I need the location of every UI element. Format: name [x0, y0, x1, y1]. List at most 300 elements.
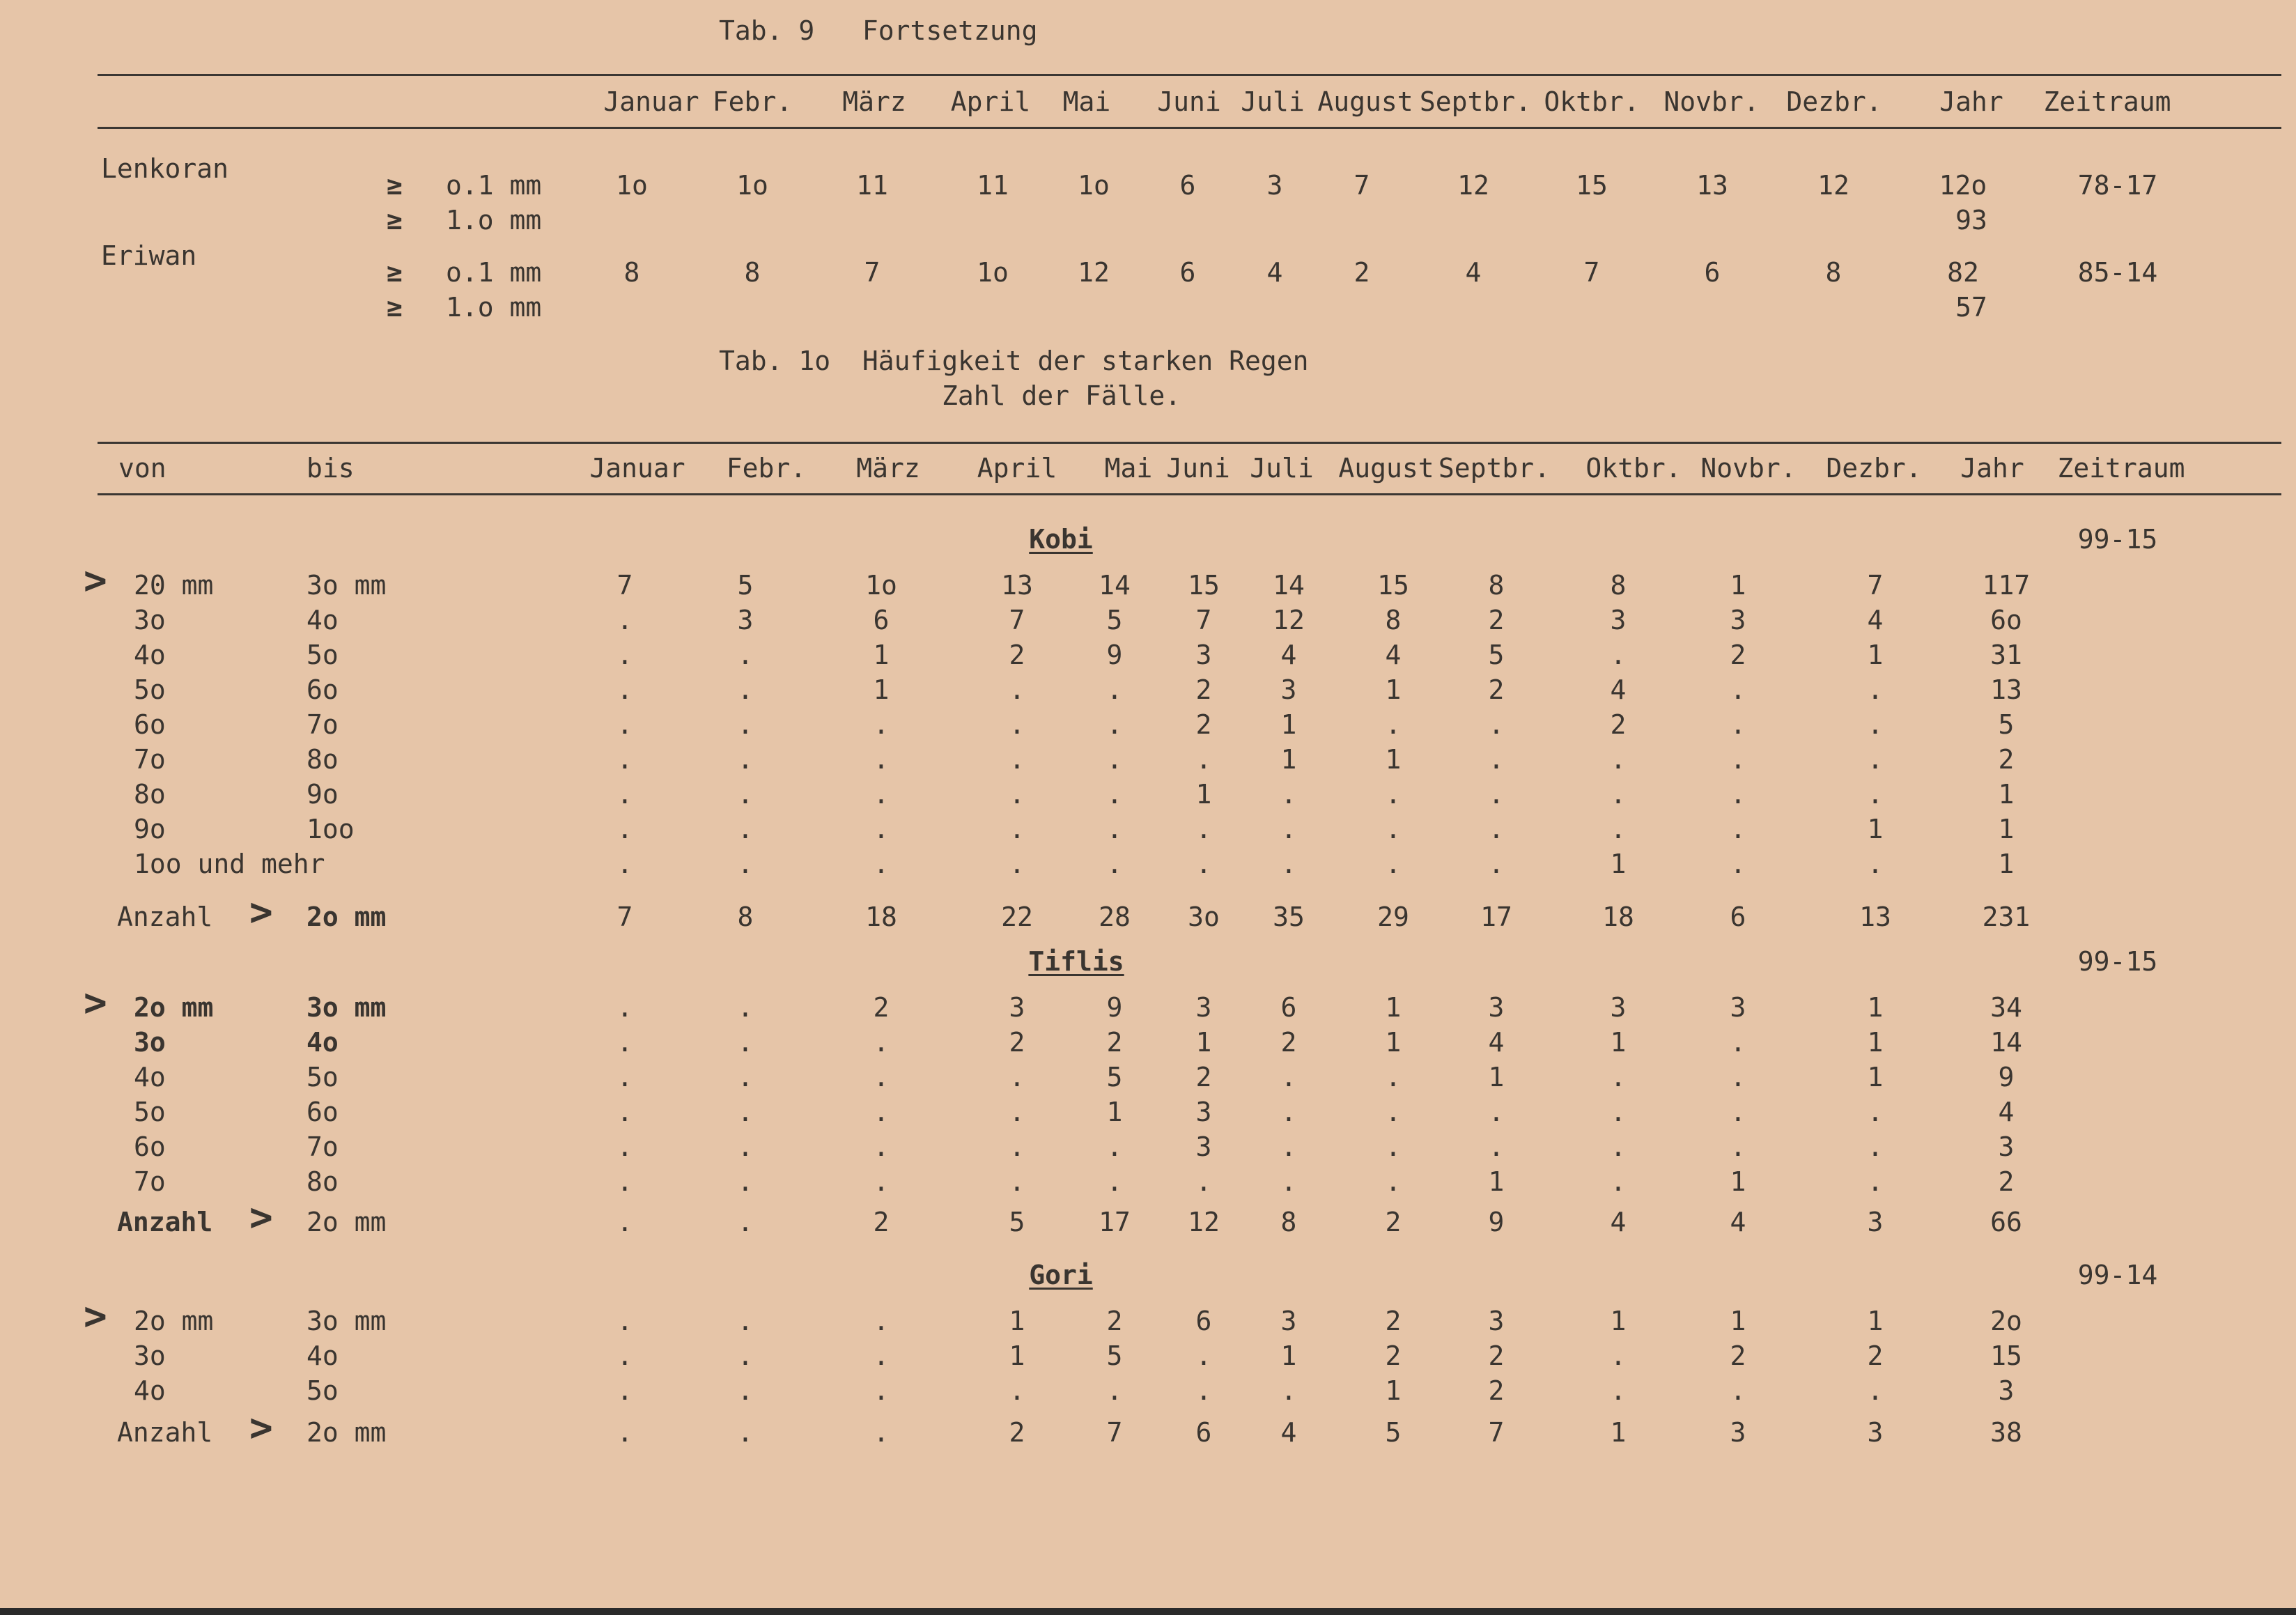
value-cell: 7 [1867, 570, 1884, 601]
value-cell: . [616, 1027, 633, 1058]
section-heading: Kobi [1029, 524, 1093, 555]
value-cell: . [1280, 849, 1297, 879]
value-cell: . [1009, 1097, 1025, 1127]
value-cell: 2 [1488, 674, 1505, 705]
value-cell: . [737, 1340, 754, 1371]
value-cell: . [616, 1131, 633, 1162]
value-cell: 2 [1106, 1027, 1123, 1058]
value-cell: . [1009, 674, 1025, 705]
value-cell: 1 [1488, 1166, 1505, 1197]
value-cell: 3 [1195, 1097, 1212, 1127]
value-cell: . [1730, 814, 1746, 844]
value-cell: . [737, 1131, 754, 1162]
value-cell: . [1195, 814, 1212, 844]
total-value-cell: 12 [1188, 1207, 1220, 1237]
value-cell: . [1867, 1166, 1884, 1197]
value-cell: . [737, 814, 754, 844]
value-cell: . [1280, 1062, 1297, 1092]
range-to: 1oo [307, 814, 355, 844]
value-cell: 4 [1488, 1027, 1505, 1058]
value-cell: 3 [1009, 992, 1025, 1023]
value-cell: 7 [1353, 170, 1370, 201]
value-cell: 6 [1280, 992, 1297, 1023]
value-cell: 3 [1280, 674, 1297, 705]
value-cell: 82 [1947, 257, 1979, 288]
value-cell: 8 [1825, 257, 1842, 288]
total-value-cell: 13 [1859, 902, 1891, 932]
value-cell: . [1195, 1166, 1212, 1197]
value-cell: . [616, 744, 633, 775]
range-from: 3o [134, 1027, 166, 1058]
value-cell: 3 [1266, 170, 1283, 201]
value-cell: 6 [1179, 170, 1196, 201]
total-label: Anzahl [117, 902, 213, 932]
value-cell: . [1867, 1375, 1884, 1406]
range-from: 6o [134, 1131, 166, 1162]
value-cell: . [1009, 814, 1025, 844]
range-to: 8o [307, 1166, 339, 1197]
total-value-cell: 3 [1867, 1417, 1884, 1448]
range-to: 5o [307, 640, 339, 670]
value-cell: 1 [1867, 640, 1884, 670]
tab10-header-cell: Juni [1166, 453, 1230, 484]
tab10-header-cell: Juli [1250, 453, 1314, 484]
range-from: 7o [134, 744, 166, 775]
value-cell: . [1106, 1166, 1123, 1197]
value-cell: 4 [1867, 605, 1884, 635]
value-cell: 117 [1982, 570, 2031, 601]
value-cell: . [1009, 1131, 1025, 1162]
value-cell: . [616, 674, 633, 705]
tab9-header-cell: Febr. [712, 86, 793, 117]
value-cell: 5 [1106, 1062, 1123, 1092]
value-cell: . [1610, 744, 1627, 775]
tab10-header-cell: bis [307, 453, 355, 484]
range-from: 4o [134, 1375, 166, 1406]
value-cell: . [1730, 1097, 1746, 1127]
value-cell: . [1385, 1097, 1402, 1127]
value-cell: 9 [1998, 1062, 2015, 1092]
total-value-cell: 9 [1488, 1207, 1505, 1237]
value-cell: . [616, 1375, 633, 1406]
value-cell: 2 [1610, 709, 1627, 740]
value-cell: 3 [1998, 1375, 2015, 1406]
range-from: 9o [134, 814, 166, 844]
tab9-header-cell: Zeitraum [2043, 86, 2171, 117]
value-cell: 1 [1610, 1306, 1627, 1336]
value-cell: . [1385, 814, 1402, 844]
value-cell: . [1009, 1062, 1025, 1092]
value-cell: 3 [1280, 1306, 1297, 1336]
total-value-cell: 3 [1867, 1207, 1884, 1237]
range-to: 9o [307, 779, 339, 810]
tab9-header-cell: Jahr [1939, 86, 2003, 117]
value-cell: 2 [1385, 1306, 1402, 1336]
tab10-header-cell: April [977, 453, 1057, 484]
value-cell: . [1106, 674, 1123, 705]
value-cell: 1 [1867, 992, 1884, 1023]
value-cell: 34 [1990, 992, 2022, 1023]
value-cell: 1 [1280, 1340, 1297, 1371]
value-cell: . [1730, 709, 1746, 740]
value-cell: . [1867, 779, 1884, 810]
value-cell: 1 [1488, 1062, 1505, 1092]
tab10-title: Tab. 1o Häufigkeit der starken Regen [719, 346, 1309, 376]
value-cell: 15 [1576, 170, 1608, 201]
value-cell: 1 [873, 674, 890, 705]
tab9-header-cell: Juli [1241, 86, 1305, 117]
value-cell: 13 [1001, 570, 1033, 601]
threshold-label: o.1 mm [446, 257, 542, 288]
value-cell: 12 [1817, 170, 1849, 201]
value-cell: 2 [1353, 257, 1370, 288]
greater-than-icon: > [249, 1405, 273, 1451]
greater-than-icon: > [84, 980, 107, 1026]
tab9-top-rule [98, 74, 2281, 76]
value-cell: 14 [1099, 570, 1131, 601]
year-value: 93 [1955, 205, 1987, 235]
range-from: 3o [134, 605, 166, 635]
value-cell: . [616, 814, 633, 844]
value-cell: 4 [1465, 257, 1482, 288]
value-cell: . [1730, 674, 1746, 705]
value-cell: . [1195, 744, 1212, 775]
total-threshold: 2o mm [307, 902, 387, 932]
value-cell: 6 [1179, 257, 1196, 288]
value-cell: 1 [1867, 1306, 1884, 1336]
value-cell: . [737, 1306, 754, 1336]
value-cell: . [1867, 1097, 1884, 1127]
total-value-cell: 2 [1385, 1207, 1402, 1237]
total-value-cell: 8 [1280, 1207, 1297, 1237]
value-cell: . [737, 674, 754, 705]
range-to: 7o [307, 709, 339, 740]
value-cell: 1 [1730, 1306, 1746, 1336]
value-cell: 1 [1998, 814, 2015, 844]
period-cell: 99-15 [2077, 946, 2158, 977]
value-cell: 1 [1195, 1027, 1212, 1058]
value-cell: . [1730, 1131, 1746, 1162]
value-cell: 15 [1188, 570, 1220, 601]
value-cell: 6o [1990, 605, 2022, 635]
scan-bottom-edge [0, 1608, 2296, 1615]
value-cell: 1 [1610, 1027, 1627, 1058]
period-cell: 85-14 [2077, 257, 2158, 288]
value-cell: 3 [737, 605, 754, 635]
value-cell: . [616, 640, 633, 670]
value-cell: 12 [1078, 257, 1110, 288]
value-cell: 8 [1610, 570, 1627, 601]
value-cell: . [737, 1097, 754, 1127]
value-cell: 9 [1106, 640, 1123, 670]
tab9-header-cell: Dezbr. [1786, 86, 1882, 117]
value-cell: 1 [1867, 814, 1884, 844]
greater-than-icon: > [84, 558, 107, 603]
range-to: 6o [307, 1097, 339, 1127]
value-cell: . [1610, 1131, 1627, 1162]
value-cell: . [873, 1375, 890, 1406]
value-cell: 1o [1078, 170, 1110, 201]
value-cell: . [1009, 744, 1025, 775]
value-cell: 4 [1998, 1097, 2015, 1127]
greater-than-icon: > [84, 1294, 107, 1339]
range-to: 4o [307, 1027, 339, 1058]
value-cell: 4 [1385, 640, 1402, 670]
value-cell: . [1009, 1375, 1025, 1406]
tab10-header-cell: Novbr. [1700, 453, 1797, 484]
value-cell: . [1730, 744, 1746, 775]
value-cell: 1 [1280, 709, 1297, 740]
total-value-cell: 29 [1377, 902, 1409, 932]
total-value-cell: . [873, 1417, 890, 1448]
value-cell: 8 [1488, 570, 1505, 601]
value-cell: 12 [1457, 170, 1489, 201]
value-cell: . [1009, 1166, 1025, 1197]
section-heading: Tiflis [1028, 946, 1124, 977]
value-cell: 2 [1488, 1375, 1505, 1406]
total-threshold: 2o mm [307, 1417, 387, 1448]
value-cell: 1o [616, 170, 648, 201]
value-cell: 5 [737, 570, 754, 601]
tab10-header-cell: Zeitraum [2057, 453, 2185, 484]
value-cell: . [1106, 1375, 1123, 1406]
value-cell: 1 [1009, 1340, 1025, 1371]
value-cell: 3 [1195, 992, 1212, 1023]
range-to: 5o [307, 1062, 339, 1092]
value-cell: 1o [736, 170, 768, 201]
value-cell: 7 [616, 570, 633, 601]
value-cell: . [737, 709, 754, 740]
value-cell: . [1488, 849, 1505, 879]
total-value-cell: 17 [1099, 1207, 1131, 1237]
value-cell: . [737, 1166, 754, 1197]
value-cell: 3 [1195, 1131, 1212, 1162]
value-cell: 2 [1195, 709, 1212, 740]
value-cell: . [1280, 1375, 1297, 1406]
value-cell: 2 [1998, 1166, 2015, 1197]
value-cell: 1 [1730, 1166, 1746, 1197]
threshold-operator: ≥ [387, 205, 403, 235]
tab9-header-cell: Mai [1062, 86, 1111, 117]
value-cell: 4 [1280, 640, 1297, 670]
tab10-header-rule [98, 493, 2281, 495]
value-cell: . [1867, 709, 1884, 740]
value-cell: 9 [1106, 992, 1123, 1023]
value-cell: . [873, 779, 890, 810]
tab10-header-cell: von [118, 453, 166, 484]
value-cell: 1 [1009, 1306, 1025, 1336]
threshold-operator: ≥ [387, 170, 403, 201]
value-cell: 1 [1385, 1027, 1402, 1058]
value-cell: 12 [1273, 605, 1305, 635]
value-cell: . [1610, 1375, 1627, 1406]
value-cell: 3 [1730, 992, 1746, 1023]
greater-than-icon: > [249, 890, 273, 935]
value-cell: 2o [1990, 1306, 2022, 1336]
total-value-cell: 4 [1610, 1207, 1627, 1237]
threshold-label: o.1 mm [446, 170, 542, 201]
value-cell: 1 [1610, 849, 1627, 879]
threshold-operator: ≥ [387, 292, 403, 323]
total-value-cell: 28 [1099, 902, 1131, 932]
value-cell: . [1009, 849, 1025, 879]
value-cell: . [1195, 849, 1212, 879]
value-cell: 1 [873, 640, 890, 670]
range-from: 2o mm [134, 1306, 214, 1336]
tab9-title: Tab. 9 Fortsetzung [719, 15, 1038, 46]
range-from: 4o [134, 640, 166, 670]
value-cell: 3 [1195, 640, 1212, 670]
range-to: 4o [307, 1340, 339, 1371]
tab10-header-cell: März [856, 453, 920, 484]
value-cell: . [1488, 1131, 1505, 1162]
value-cell: 1 [1730, 570, 1746, 601]
value-cell: . [1106, 744, 1123, 775]
value-cell: . [616, 1097, 633, 1127]
value-cell: . [616, 1306, 633, 1336]
value-cell: . [1610, 1062, 1627, 1092]
total-value-cell: 2 [873, 1207, 890, 1237]
tab10-header-cell: Jahr [1960, 453, 2024, 484]
value-cell: . [616, 605, 633, 635]
value-cell: . [737, 1062, 754, 1092]
tab10-top-rule [98, 442, 2281, 444]
value-cell: . [1610, 1166, 1627, 1197]
value-cell: 5 [1998, 709, 2015, 740]
tab9-header-rule [98, 127, 2281, 129]
value-cell: 1 [1385, 744, 1402, 775]
value-cell: 1 [1385, 992, 1402, 1023]
total-value-cell: 8 [737, 902, 754, 932]
value-cell: . [1610, 779, 1627, 810]
value-cell: 3 [1488, 992, 1505, 1023]
value-cell: . [873, 1062, 890, 1092]
range-from: 3o [134, 1340, 166, 1371]
value-cell: 14 [1990, 1027, 2022, 1058]
value-cell: . [1488, 744, 1505, 775]
range-from: 7o [134, 1166, 166, 1197]
value-cell: 11 [977, 170, 1009, 201]
range-from: 1oo und mehr [134, 849, 325, 879]
value-cell: . [1610, 814, 1627, 844]
value-cell: . [873, 814, 890, 844]
range-from: 5o [134, 1097, 166, 1127]
value-cell: . [1280, 814, 1297, 844]
value-cell: 3 [1610, 992, 1627, 1023]
total-value-cell: 1 [1610, 1417, 1627, 1448]
tab10-header-cell: Oktbr. [1585, 453, 1682, 484]
value-cell: 2 [873, 992, 890, 1023]
value-cell: 2 [1730, 640, 1746, 670]
value-cell: . [737, 779, 754, 810]
value-cell: . [616, 779, 633, 810]
total-value-cell: 17 [1480, 902, 1512, 932]
value-cell: 1 [1998, 849, 2015, 879]
total-value-cell: 4 [1280, 1417, 1297, 1448]
tab9-header-cell: Januar [603, 86, 699, 117]
value-cell: . [1106, 1131, 1123, 1162]
value-cell: 2 [1730, 1340, 1746, 1371]
value-cell: 12o [1939, 170, 1987, 201]
value-cell: . [1867, 674, 1884, 705]
value-cell: . [737, 1375, 754, 1406]
value-cell: 2 [1106, 1306, 1123, 1336]
value-cell: . [873, 1097, 890, 1127]
value-cell: 1 [1106, 1097, 1123, 1127]
value-cell: . [1195, 1375, 1212, 1406]
total-value-cell: 231 [1982, 902, 2031, 932]
value-cell: . [1488, 814, 1505, 844]
value-cell: . [1867, 1131, 1884, 1162]
value-cell: 1 [1867, 1062, 1884, 1092]
value-cell: 2 [1195, 674, 1212, 705]
total-value-cell: 22 [1001, 902, 1033, 932]
range-to: 6o [307, 674, 339, 705]
total-value-cell: . [737, 1417, 754, 1448]
value-cell: . [873, 1027, 890, 1058]
section-heading: Gori [1029, 1260, 1093, 1290]
value-cell: 5 [1106, 605, 1123, 635]
tab9-header-cell: April [950, 86, 1031, 117]
value-cell: 6 [1195, 1306, 1212, 1336]
value-cell: . [737, 1027, 754, 1058]
value-cell: 2 [1195, 1062, 1212, 1092]
value-cell: 8 [744, 257, 761, 288]
value-cell: 4 [1610, 674, 1627, 705]
tab10-header-cell: Septbr. [1438, 453, 1551, 484]
value-cell: . [616, 1062, 633, 1092]
tab10-subtitle: Zahl der Fälle. [942, 380, 1181, 411]
value-cell: . [873, 849, 890, 879]
value-cell: . [873, 744, 890, 775]
tab10-header-cell: August [1338, 453, 1434, 484]
total-value-cell: 5 [1385, 1417, 1402, 1448]
value-cell: . [1730, 1062, 1746, 1092]
total-label: Anzahl [117, 1417, 213, 1448]
station-name: Eriwan [101, 240, 197, 271]
value-cell: 7 [1195, 605, 1212, 635]
value-cell: 2 [1280, 1027, 1297, 1058]
value-cell: 2 [1867, 1340, 1884, 1371]
value-cell: 13 [1990, 674, 2022, 705]
total-value-cell: 66 [1990, 1207, 2022, 1237]
value-cell: 31 [1990, 640, 2022, 670]
greater-than-icon: > [249, 1195, 273, 1240]
period-cell: 78-17 [2077, 170, 2158, 201]
threshold-label: 1.o mm [446, 205, 542, 235]
range-to: 5o [307, 1375, 339, 1406]
period-cell: 99-15 [2077, 524, 2158, 555]
value-cell: 13 [1696, 170, 1728, 201]
total-threshold: 2o mm [307, 1207, 387, 1237]
value-cell: . [1867, 849, 1884, 879]
total-value-cell: 35 [1273, 902, 1305, 932]
total-value-cell: 3o [1188, 902, 1220, 932]
value-cell: . [1106, 814, 1123, 844]
total-value-cell: 38 [1990, 1417, 2022, 1448]
value-cell: 5 [1106, 1340, 1123, 1371]
value-cell: . [1610, 1097, 1627, 1127]
total-value-cell: 7 [1106, 1417, 1123, 1448]
value-cell: . [1488, 1097, 1505, 1127]
total-value-cell: 18 [1602, 902, 1634, 932]
tab9-header-cell: Novbr. [1663, 86, 1760, 117]
value-cell: . [873, 1166, 890, 1197]
total-value-cell: 3 [1730, 1417, 1746, 1448]
value-cell: 5 [1488, 640, 1505, 670]
value-cell: . [873, 1306, 890, 1336]
value-cell: . [737, 992, 754, 1023]
